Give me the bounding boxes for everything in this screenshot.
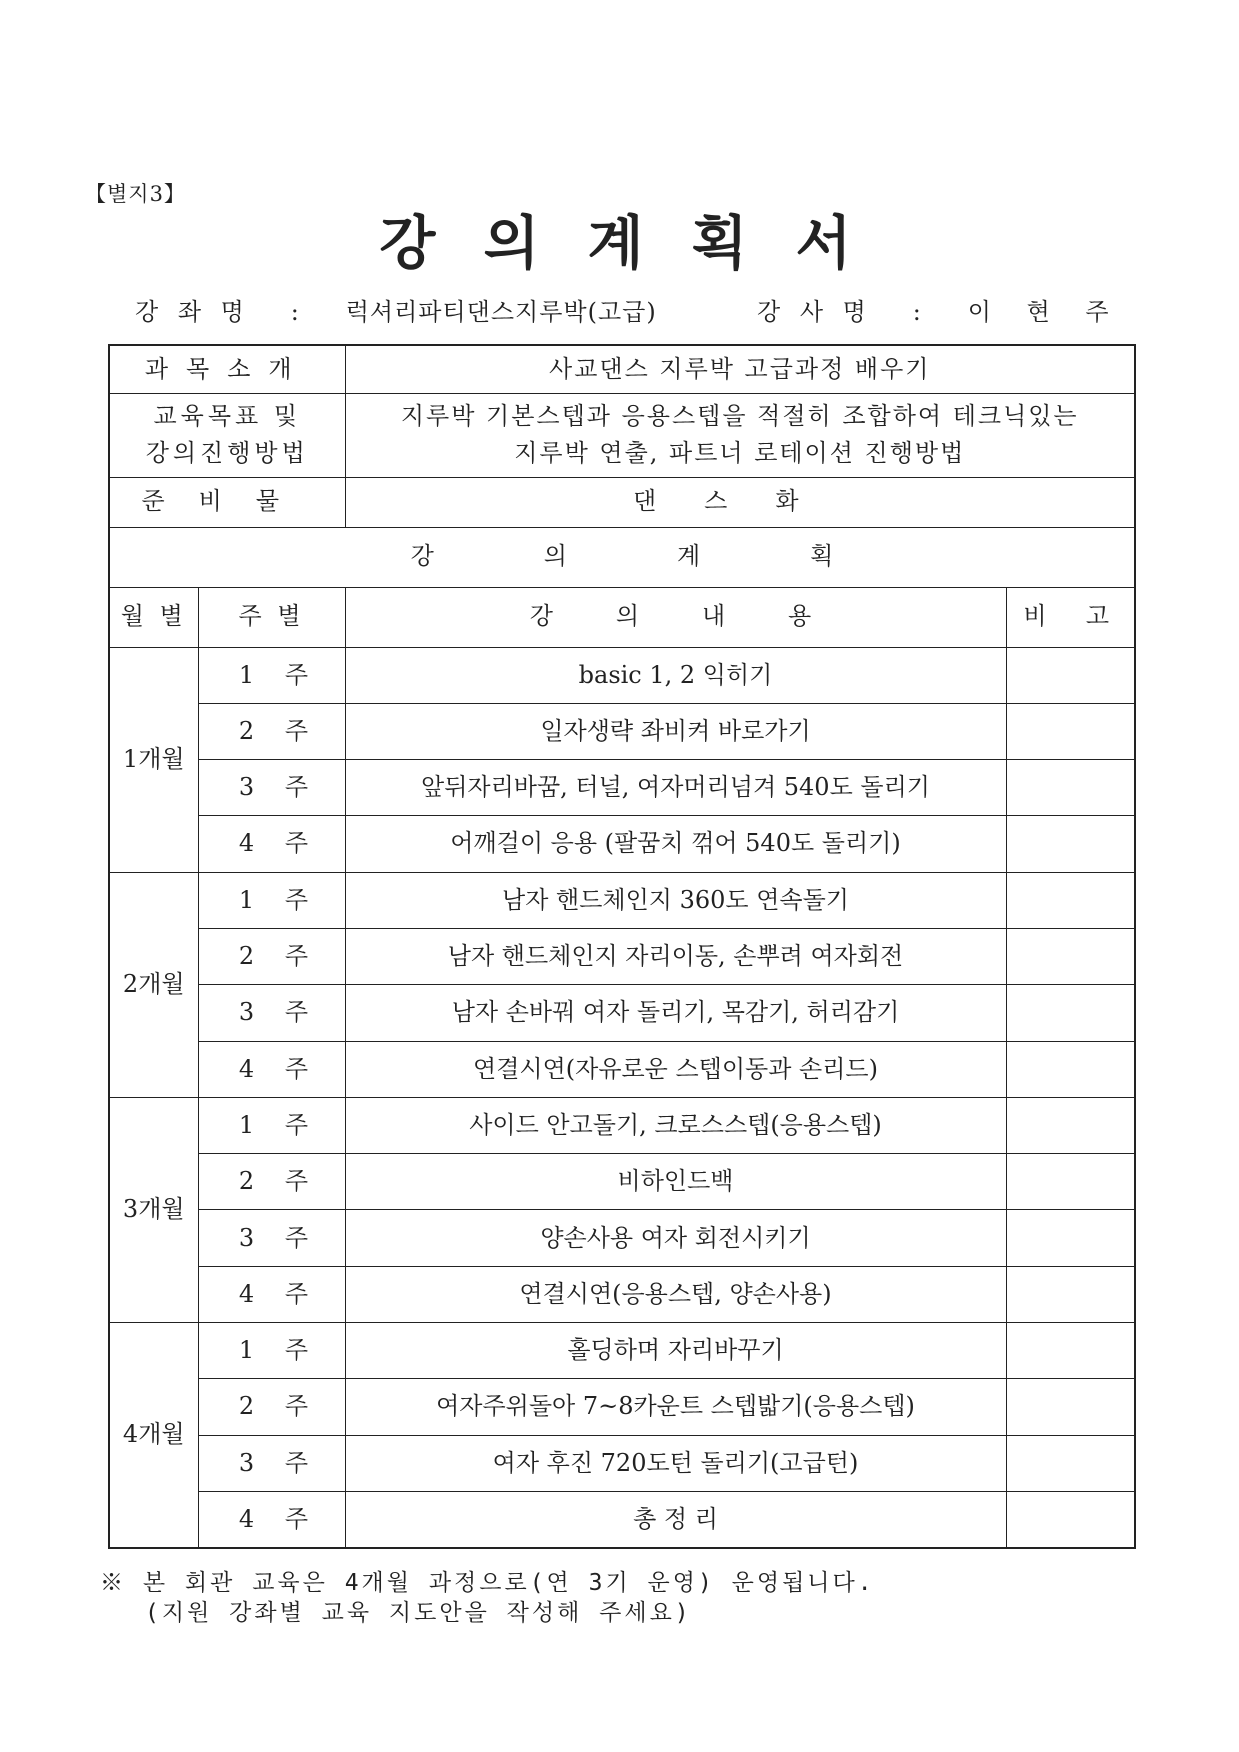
week-label	[198, 1154, 345, 1210]
lecture-content: 연결시연(응용스텝, 양손사용)	[345, 1266, 1006, 1322]
table-row	[109, 1379, 1135, 1435]
goal-row	[109, 393, 1135, 477]
lecture-content: 사이드 안고돌기, 크로스스텝(응용스텝)	[345, 1097, 1006, 1153]
week-unit: 주	[284, 942, 309, 971]
goal-label	[109, 393, 345, 477]
goal-label-line2: 강의진행방법	[145, 439, 309, 467]
week-label	[198, 985, 345, 1041]
goal-label-line1: 교육목표 및	[153, 401, 302, 430]
course-info	[135, 292, 657, 327]
week-number: 4	[238, 1054, 255, 1083]
goal-value	[345, 393, 1135, 477]
week-unit: 주	[284, 1223, 309, 1252]
week-label	[198, 647, 345, 703]
lecture-content: 남자 핸드체인지 360도 연속돌기	[345, 872, 1006, 928]
col-content: 강 의 내 용	[345, 587, 1006, 647]
note-cell	[1006, 1323, 1135, 1379]
note-cell	[1006, 647, 1135, 703]
lecture-content: 남자 핸드체인지 자리이동, 손뿌려 여자회전	[345, 928, 1006, 984]
week-label	[198, 1379, 345, 1435]
month-label: 1개월	[109, 647, 198, 872]
course-label: 강 좌 명	[135, 298, 250, 326]
note-cell	[1006, 1041, 1135, 1097]
week-label	[198, 760, 345, 816]
week-number: 3	[238, 1223, 255, 1252]
lecture-content: 양손사용 여자 회전시키기	[345, 1210, 1006, 1266]
week-unit: 주	[284, 1448, 309, 1477]
note-cell	[1006, 1435, 1135, 1491]
month-label: 3개월	[109, 1097, 198, 1322]
week-unit: 주	[284, 885, 309, 914]
week-number: 1	[238, 1336, 255, 1365]
course-colon: :	[290, 298, 305, 326]
column-header-row	[109, 587, 1135, 647]
table-row	[109, 1266, 1135, 1322]
week-number: 2	[238, 716, 255, 745]
plan-header-row	[109, 527, 1135, 587]
goal-value-line1: 지루박 기본스텝과 응용스텝을 적절히 조합하여 테크닉있는	[400, 401, 1079, 430]
lecture-plan-table	[108, 344, 1136, 1549]
week-label	[198, 928, 345, 984]
lecture-content: 총 정 리	[345, 1491, 1006, 1547]
goal-value-line2: 지루박 연출, 파트너 로테이션 진행방법	[514, 439, 966, 467]
week-unit: 주	[284, 1336, 309, 1365]
table-row	[109, 1210, 1135, 1266]
week-label	[198, 872, 345, 928]
note-cell	[1006, 1379, 1135, 1435]
materials-label: 준비물	[109, 477, 345, 527]
lecture-content: 홀딩하며 자리바꾸기	[345, 1323, 1006, 1379]
week-label	[198, 1435, 345, 1491]
week-unit: 주	[284, 1392, 309, 1421]
table-row	[109, 760, 1135, 816]
week-unit: 주	[284, 829, 309, 858]
week-number: 3	[238, 773, 255, 802]
note-line-1: ※ 본 회관 교육은 4개월 과정으로(연 3기 운영) 운영됩니다.	[100, 1570, 875, 1596]
lecture-content: 연결시연(자유로운 스텝이동과 손리드)	[345, 1041, 1006, 1097]
table-row	[109, 1097, 1135, 1153]
week-unit: 주	[284, 1167, 309, 1196]
week-number: 3	[238, 1448, 255, 1477]
lecture-content: 여자 후진 720도턴 돌리기(고급턴)	[345, 1435, 1006, 1491]
table-row	[109, 985, 1135, 1041]
plan-header: 강의계획	[109, 527, 1135, 587]
note-cell	[1006, 872, 1135, 928]
lecture-content: 일자생략 좌비켜 바로가기	[345, 703, 1006, 759]
table-row	[109, 703, 1135, 759]
attachment-label: 【별지3】	[85, 182, 186, 206]
table-row	[109, 872, 1135, 928]
note-cell	[1006, 1210, 1135, 1266]
col-week: 주 별	[198, 587, 345, 647]
lecture-content: 비하인드백	[345, 1154, 1006, 1210]
table-row	[109, 647, 1135, 703]
week-number: 4	[238, 1279, 255, 1308]
table-row	[109, 816, 1135, 872]
instructor-colon: :	[912, 298, 927, 326]
note-cell	[1006, 928, 1135, 984]
note-cell	[1006, 1154, 1135, 1210]
materials-value: 댄스화	[345, 477, 1135, 527]
instructor-info	[757, 292, 1123, 327]
note-cell	[1006, 703, 1135, 759]
course-name: 럭셔리파티댄스지루박(고급)	[345, 298, 657, 326]
lecture-content: basic 1, 2 익히기	[345, 647, 1006, 703]
intro-value: 사교댄스 지루박 고급과정 배우기	[345, 345, 1135, 393]
week-unit: 주	[284, 773, 309, 802]
lecture-content: 어깨걸이 응용 (팔꿈치 꺾어 540도 돌리기)	[345, 816, 1006, 872]
materials-row	[109, 477, 1135, 527]
note-cell	[1006, 816, 1135, 872]
week-label	[198, 1097, 345, 1153]
intro-label: 과목소개	[109, 345, 345, 393]
table-row	[109, 1323, 1135, 1379]
week-unit: 주	[284, 1279, 309, 1308]
week-number: 1	[238, 1110, 255, 1139]
week-unit: 주	[284, 1054, 309, 1083]
document-title: 강의계획서	[379, 209, 900, 277]
week-number: 4	[238, 1504, 255, 1533]
week-number: 1	[238, 660, 255, 689]
intro-row	[109, 345, 1135, 393]
col-month: 월 별	[109, 587, 198, 647]
instructor-label: 강 사 명	[757, 298, 872, 326]
col-note: 비 고	[1006, 587, 1135, 647]
week-number: 2	[238, 1392, 255, 1421]
table-row	[109, 1041, 1135, 1097]
week-number: 2	[238, 942, 255, 971]
table-row	[109, 1154, 1135, 1210]
week-label	[198, 1266, 345, 1322]
week-label	[198, 1041, 345, 1097]
lecture-content: 여자주위돌아 7~8카운트 스텝밟기(응용스텝)	[345, 1379, 1006, 1435]
note-cell	[1006, 1491, 1135, 1547]
month-label: 4개월	[109, 1323, 198, 1548]
table-row	[109, 928, 1135, 984]
note-cell	[1006, 1097, 1135, 1153]
week-number: 4	[238, 829, 255, 858]
week-unit: 주	[284, 1110, 309, 1139]
week-unit: 주	[284, 998, 309, 1027]
note-cell	[1006, 1266, 1135, 1322]
week-label	[198, 816, 345, 872]
instructor-name: 이 현 주	[967, 298, 1123, 326]
week-label	[198, 1210, 345, 1266]
week-unit: 주	[284, 1504, 309, 1533]
week-label	[198, 1491, 345, 1547]
week-number: 3	[238, 998, 255, 1027]
week-number: 2	[238, 1167, 255, 1196]
table-row	[109, 1435, 1135, 1491]
week-unit: 주	[284, 716, 309, 745]
week-label	[198, 1323, 345, 1379]
table-row	[109, 1491, 1135, 1547]
week-number: 1	[238, 885, 255, 914]
note-line-2: (지원 강좌별 교육 지도안을 작성해 주세요)	[145, 1600, 692, 1626]
note-cell	[1006, 760, 1135, 816]
month-label: 2개월	[109, 872, 198, 1097]
lecture-content: 앞뒤자리바꿈, 터널, 여자머리넘겨 540도 돌리기	[345, 760, 1006, 816]
lecture-content: 남자 손바꿔 여자 돌리기, 목감기, 허리감기	[345, 985, 1006, 1041]
week-label	[198, 703, 345, 759]
note-cell	[1006, 985, 1135, 1041]
week-unit: 주	[284, 660, 309, 689]
